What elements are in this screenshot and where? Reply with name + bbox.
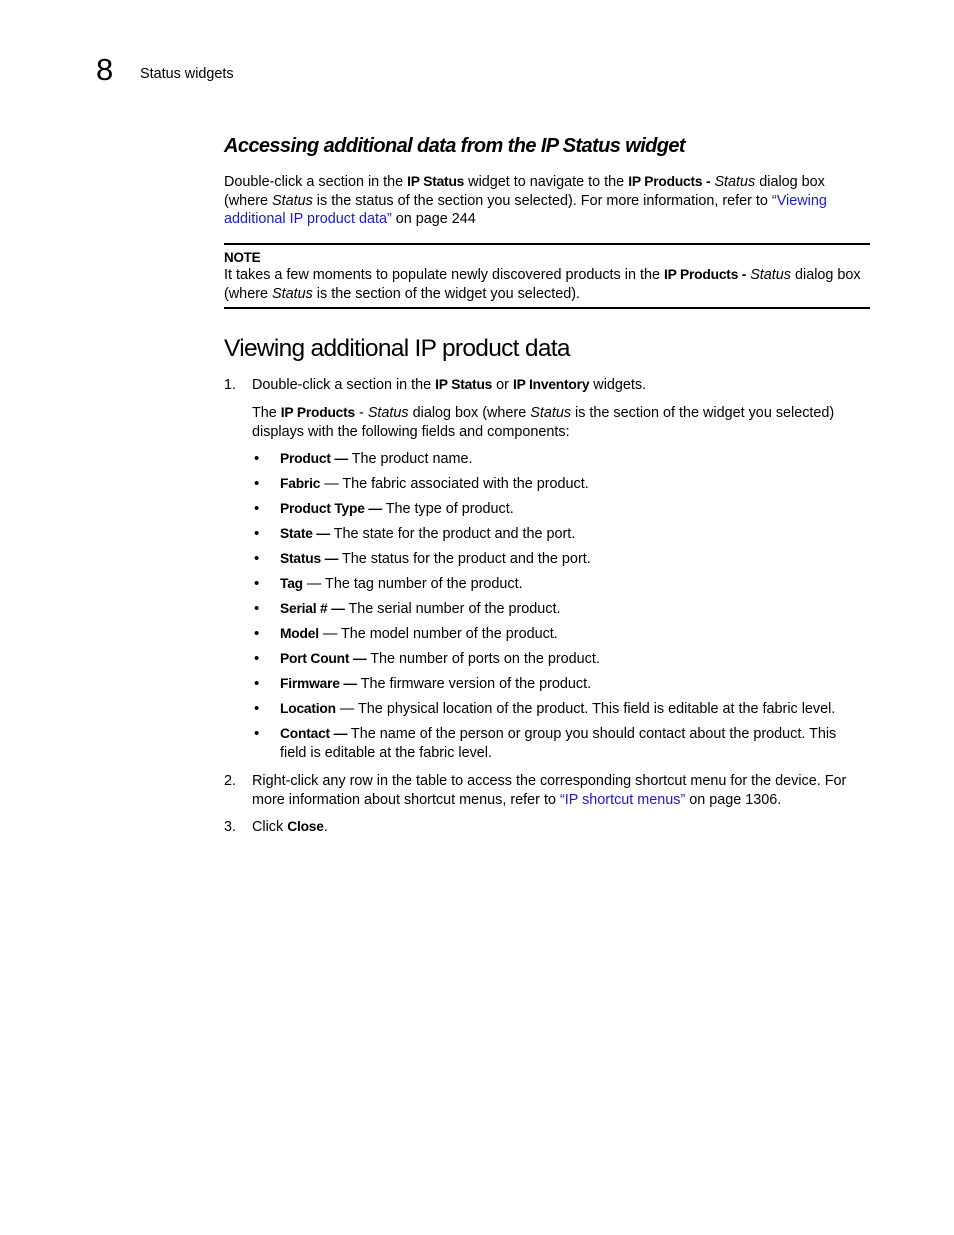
bullet-icon: • [254,675,260,692]
section-heading: Viewing additional IP product data [224,335,570,362]
subsection-heading: Accessing additional data from the IP Status widget [224,135,685,157]
note-text: It takes a few moments to populate newly discovered products in the IP Products - Status dialog box (where Status is the section of the widget you selected). [224,267,861,302]
note-label: NOTE [224,250,261,265]
bullet-icon: • [254,475,260,492]
list-item: • Fabric — The fabric associated with the product. [254,475,589,492]
step-number: 1. [224,377,237,393]
bullet-icon: • [254,500,260,517]
note-box [224,243,870,309]
bullet-icon: • [254,575,260,592]
link-viewing-additional-ip-product-data[interactable]: “Viewing additional IP product data” [224,192,827,227]
field-list [252,450,862,769]
list-item: • Location — The physical location of the product. This field is editable at the fabric level. [254,700,836,717]
access-paragraph: Double-click a section in the IP Status widget to navigate to the IP Products - Status dialog box (where Status is the status of the section you selected). For more information, refer to “Viewing additional IP product data” on page 244 [224,174,827,227]
link-ip-shortcut-menus[interactable]: “IP shortcut menus” [559,791,686,808]
running-header: Status widgets [140,66,234,82]
step-number: 3. [224,819,237,835]
step-text: Click Close. [252,819,328,835]
step-number: 2. [224,773,237,789]
list-item: • Serial # — The serial number of the product. [254,600,561,617]
list-item: • Model — The model number of the product. [254,625,558,642]
bullet-icon: • [254,600,260,617]
step-text: Right-click any row in the table to access the corresponding shortcut menu for the device. For more information about shortcut menus, refer to “IP shortcut menus” on page 1306. [252,773,847,808]
list-item: • Port Count — The number of ports on the product. [254,650,600,667]
bullet-icon: • [254,650,260,667]
bullet-icon: • [254,550,260,567]
bullet-icon: • [254,450,260,467]
bullet-icon: • [254,700,260,717]
list-item: • Contact — The name of the person or group you should contact about the product. This field is editable at the fabric level. [254,725,837,761]
list-item: • Tag — The tag number of the product. [254,575,523,592]
list-item: • Product — The product name. [254,450,473,467]
list-item: • Status — The status for the product and the port. [254,550,591,567]
list-item: • Product Type — The type of product. [254,500,514,517]
bullet-icon: • [254,625,260,642]
bullet-icon: • [254,525,260,542]
list-item: • State — The state for the product and the port. [254,525,576,542]
step-1-description: The IP Products - Status dialog box (where Status is the section of the widget you selected) displays with the following fields and components: [252,405,835,440]
bullet-icon: • [254,725,260,742]
list-item: • Firmware — The firmware version of the product. [254,675,592,692]
chapter-number: 8 [96,52,114,87]
step-text: Double-click a section in the IP Status or IP Inventory widgets. [252,377,647,393]
